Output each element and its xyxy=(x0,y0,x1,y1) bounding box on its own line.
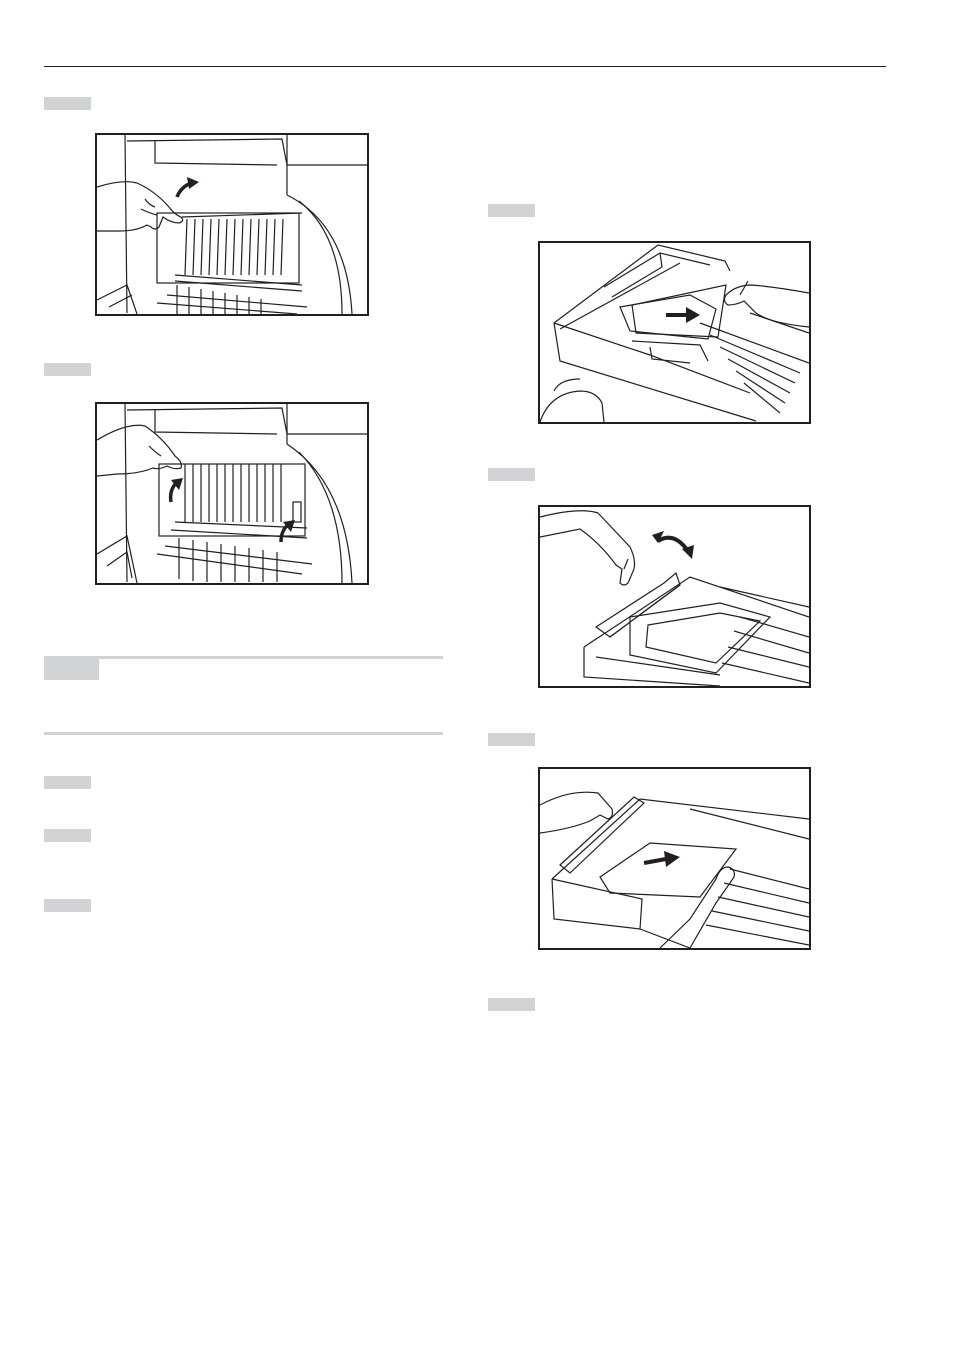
step-tab xyxy=(488,733,535,746)
step-tab xyxy=(488,468,535,481)
fuser-unit-lift-illustration xyxy=(95,133,369,316)
document-processor-pull-original-illustration xyxy=(538,767,811,950)
step-tab xyxy=(488,998,535,1011)
step-tab xyxy=(44,97,91,110)
step-tab xyxy=(44,363,91,376)
header-rule xyxy=(44,66,886,67)
document-processor-remove-original-illustration xyxy=(538,241,811,424)
step-tab xyxy=(488,204,535,217)
note-bottom-rule xyxy=(44,732,443,735)
step-tab xyxy=(44,829,91,842)
fuser-unit-lower-illustration xyxy=(95,402,369,585)
step-tab xyxy=(44,776,91,789)
note-label xyxy=(44,656,99,680)
step-tab xyxy=(44,899,91,912)
note-top-rule xyxy=(44,656,443,659)
document-processor-open-cover-illustration xyxy=(538,505,811,688)
